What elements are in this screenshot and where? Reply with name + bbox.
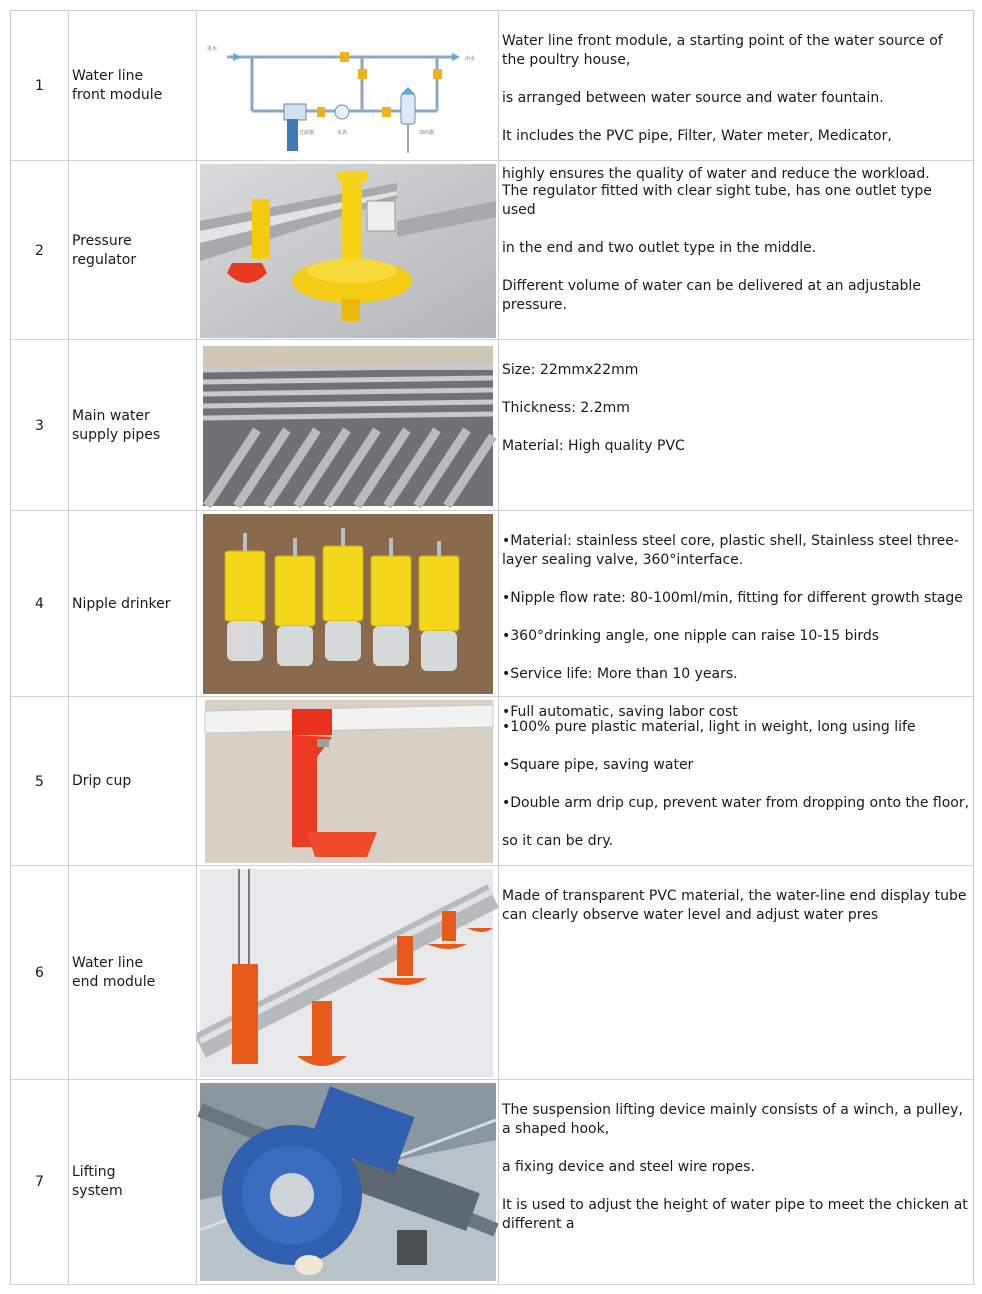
table-row xyxy=(10,696,974,866)
row-description xyxy=(498,697,974,866)
row-number: 1 xyxy=(10,11,68,161)
row-name: Water line front module xyxy=(68,11,196,161)
pipes-photo xyxy=(196,340,498,511)
outlet-label: 出水 xyxy=(465,56,476,62)
description-line: Made of transparent PVC material, the water-line end display tube can clearly observe water level and adjust water pres xyxy=(502,888,967,923)
lifting-system-photo xyxy=(196,1080,498,1284)
row-name: Drip cup xyxy=(68,697,196,866)
water-line-diagram xyxy=(196,11,498,161)
table-row xyxy=(10,1079,974,1285)
row-number: 5 xyxy=(10,697,68,866)
description-line: in the end and two outlet type in the middle. xyxy=(502,240,817,256)
row-name: Main water supply pipes xyxy=(68,340,196,511)
description-line: The regulator fitted with clear sight tube, has one outlet type used xyxy=(502,183,932,218)
table-row xyxy=(10,865,974,1080)
description-line: so it can be dry. xyxy=(502,833,614,849)
row-description xyxy=(498,1080,974,1284)
description-line: Size: 22mmx22mm xyxy=(502,362,639,378)
description-line: is arranged between water source and water fountain. xyxy=(502,90,884,106)
drip-cup-photo xyxy=(196,697,498,866)
description-line: •Material: stainless steel core, plastic shell, Stainless steel three-layer sealing valve, 360°interface. xyxy=(502,533,959,568)
row-description xyxy=(498,866,974,1080)
filter-label: 过滤器 xyxy=(299,130,315,136)
table-row xyxy=(10,510,974,720)
row-name: Water line end module xyxy=(68,866,196,1080)
description-line: highly ensures the quality of water and reduce the workload. xyxy=(502,166,930,182)
description-line: Different volume of water can be delivered at an adjustable pressure. xyxy=(502,278,921,313)
row-description xyxy=(498,161,974,340)
pressure-regulator-photo xyxy=(196,161,498,340)
row-name: Lifting system xyxy=(68,1080,196,1284)
description-line: Material: High quality PVC xyxy=(502,438,685,454)
row-description xyxy=(498,11,974,182)
description-line: It includes the PVC pipe, Filter, Water meter, Medicator, xyxy=(502,128,892,144)
description-line: •360°drinking angle, one nipple can raise 10-15 birds xyxy=(502,628,880,644)
table-row xyxy=(10,339,974,511)
description-line: The suspension lifting device mainly consists of a winch, a pulley, a shaped hook, xyxy=(502,1102,963,1137)
description-line: •Double arm drip cup, prevent water from dropping onto the floor, xyxy=(502,795,970,811)
inlet-label: 进水 xyxy=(207,46,218,52)
row-number: 6 xyxy=(10,866,68,1080)
row-number: 3 xyxy=(10,340,68,511)
medicator-label: 加药器 xyxy=(419,130,435,136)
description-line: •Nipple flow rate: 80-100ml/min, fitting for different growth stage xyxy=(502,590,963,606)
description-line: Thickness: 2.2mm xyxy=(502,400,630,416)
description-line: •Full automatic, saving labor cost xyxy=(502,704,738,720)
description-line: •100% pure plastic material, light in weight, long using life xyxy=(502,719,916,735)
nipple-drinker-photo xyxy=(196,511,498,697)
meter-label: 水表 xyxy=(337,130,348,136)
row-number: 7 xyxy=(10,1080,68,1284)
table-row xyxy=(10,160,974,340)
row-number: 2 xyxy=(10,161,68,340)
row-description xyxy=(498,511,974,720)
row-name: Pressure regulator xyxy=(68,161,196,340)
description-line: •Service life: More than 10 years. xyxy=(502,666,738,682)
description-line: Water line front module, a starting point of the water source of the poultry house, xyxy=(502,33,943,68)
description-line: It is used to adjust the height of water pipe to meet the chicken at different a xyxy=(502,1197,968,1232)
row-number: 4 xyxy=(10,511,68,697)
table-row xyxy=(10,10,974,182)
row-name: Nipple drinker xyxy=(68,511,196,697)
description-line: •Square pipe, saving water xyxy=(502,757,694,773)
end-module-photo xyxy=(196,866,498,1080)
row-description xyxy=(498,340,974,511)
description-line: a fixing device and steel wire ropes. xyxy=(502,1159,755,1175)
